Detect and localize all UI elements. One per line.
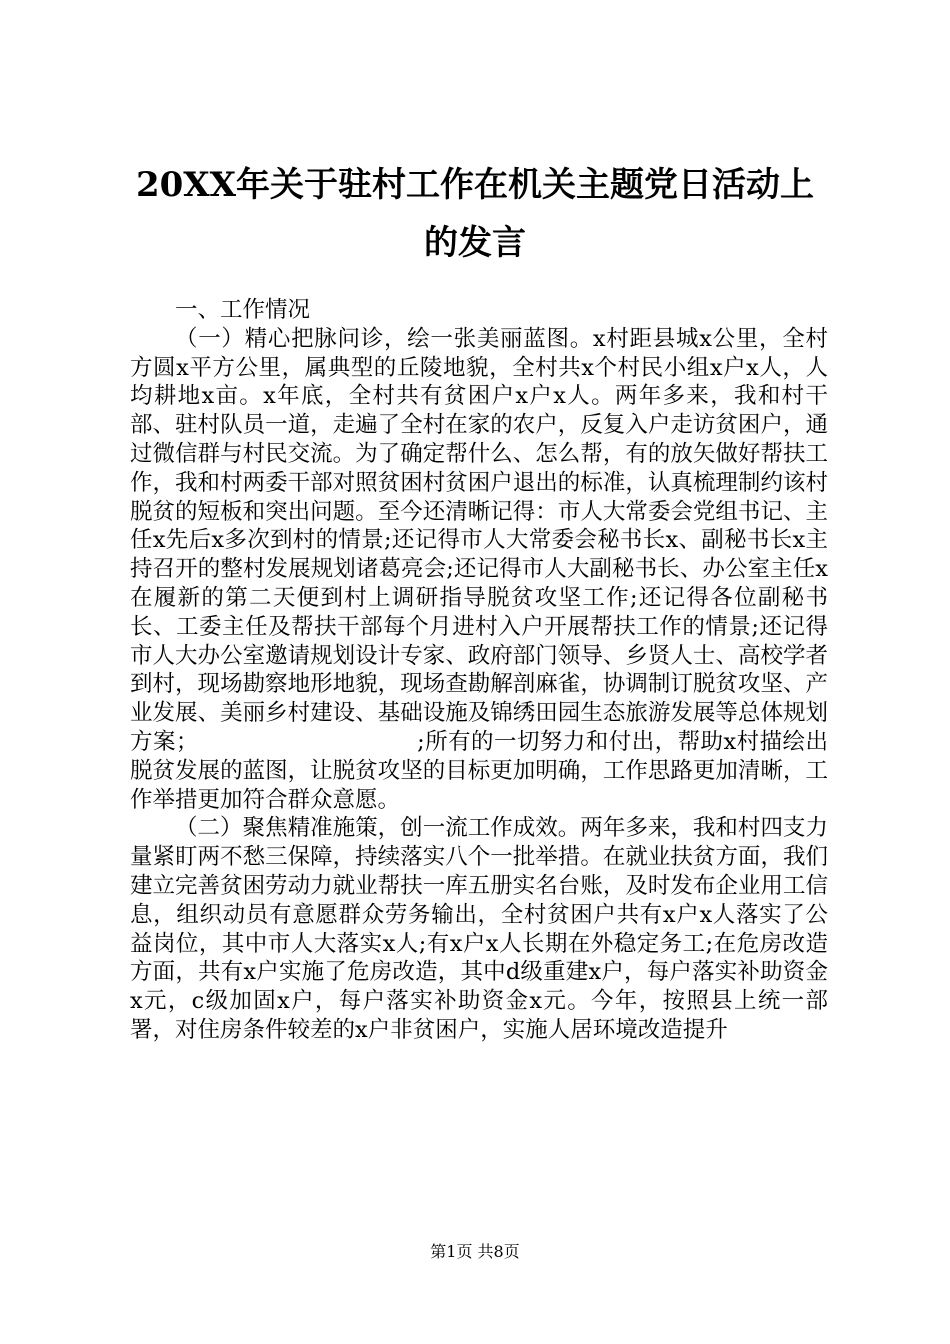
document-title: 20XX年关于驻村工作在机关主题党日活动上的发言 (135, 165, 815, 263)
paragraph: （一）精心把脉问诊，绘一张美丽蓝图。x村距县城x公里，全村方圆x平方公里，属典型的丘陵地貌，全村共x个村民小组x户x人，人均耕地x亩。x年底，全村共有贫困户x户x人。两年多来，我和村干部、驻村队员一道，走遍了全村在家的农户，反复入户走访贫困户，通过微信群与村民交流。为了确定帮什么、怎么帮，有的放矢做好帮扶工作，我和村两委干部对照贫困村贫困户退出的标准，认真梳理制约该村脱贫的短板和突出问题。至今还清晰记得：市人大常委会党组书记、主任x先后x多次到村的情景;还记得市人大常委会秘书长x、副秘书长x主持召开的整村发展规划诸葛亮会;还记得市人大副秘书长、办公室主任x在履新的第二天便到村上调研指导脱贫攻坚工作;还记得各位副秘书长、工委主任及帮扶干部每个月进村入户开展帮扶工作的情景;还记得市人大办公室邀请规划设计专家、政府部门领导、乡贤人士、高校学者到村，现场勘察地形地貌，现场查勘解剖麻雀，协调制订脱贫攻坚、产业发展、美丽乡村建设、基础设施及锦绣田园生态旅游发展等总体规划方案； ;所有的一切努力和付出，帮助x村描绘出脱贫发展的蓝图，让脱贫攻坚的目标更加明确，工作思路更加清晰，工作举措更加符合群众意愿。 (130, 325, 828, 813)
document-body (130, 296, 828, 1045)
paragraph: （二）聚焦精准施策，创一流工作成效。两年多来，我和村四支力量紧盯两不愁三保障，持续落实八个一批举措。在就业扶贫方面，我们建立完善贫困劳动力就业帮扶一库五册实名台账，及时发布企业用工信息，组织动员有意愿群众劳务输出，全村贫困户共有x户x人落实了公益岗位，其中市人大落实x人;有x户x人长期在外稳定务工;在危房改造方面，共有x户实施了危房改造，其中d级重建x户，每户落实补助资金x元，c级加固x户，每户落实补助资金x元。今年，按照县上统一部署，对住房条件较差的x户非贫困户，实施人居环境改造提升 (130, 815, 828, 1043)
page-footer: 第1页 共8页 (430, 1242, 520, 1261)
section-heading: 一、工作情况 (175, 297, 311, 323)
